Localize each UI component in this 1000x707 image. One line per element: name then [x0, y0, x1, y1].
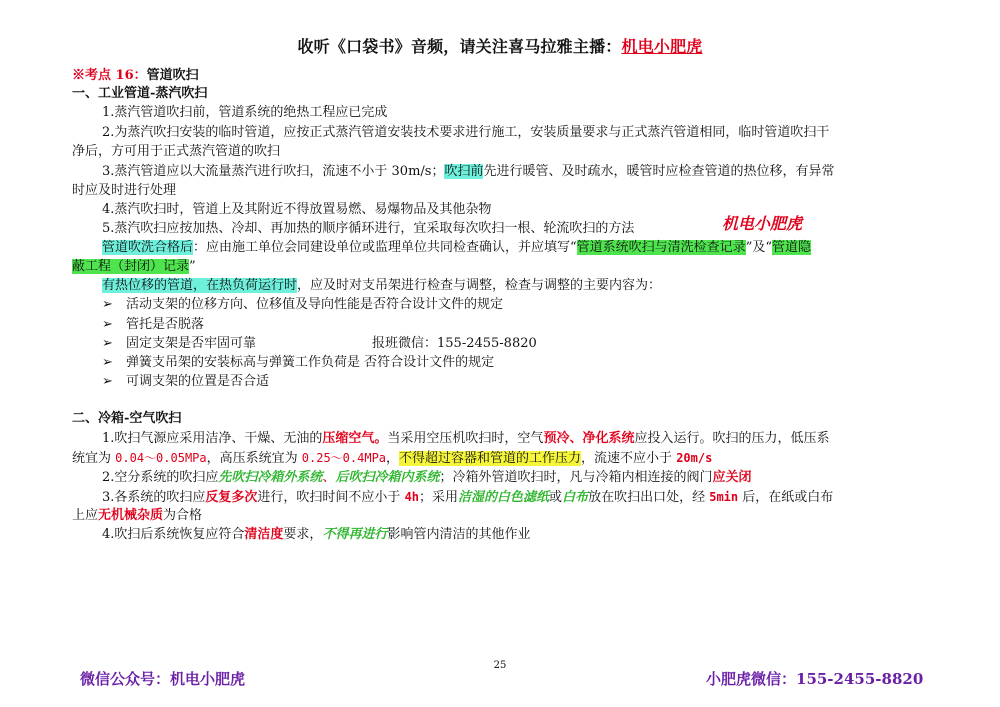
- s2-l2-red-1: 0.04～0.05MPa: [115, 451, 207, 465]
- footer-wechat-account: 微信公众号：机电小肥虎: [80, 670, 246, 688]
- s2-l4-green-1: 洁湿的白色滤纸: [458, 490, 550, 505]
- s1-p6-highlight-1: 管道吹洗合格后: [102, 240, 194, 255]
- arrow-bullet-icon: ➢: [102, 297, 113, 312]
- s1-p6-text-1: ：应由施工单位会同建设单位或监理单位共同检查确认，并应填写“: [193, 240, 577, 255]
- s2-l3-green-2: 后吹扫冷箱内系统: [335, 470, 440, 485]
- s1-paragraph-5: 5.蒸汽吹扫应按加热、冷却、再加热的顺序循环进行，宜采取每次吹扫一根、轮流吹扫的方法: [102, 221, 635, 236]
- section1-title: 一、工业管道-蒸汽吹扫: [72, 86, 208, 101]
- s2-l3-text-1: 2.空分系统的吹扫应: [102, 470, 219, 485]
- s1-paragraph-3a: [102, 162, 835, 182]
- s1-p7-text: ，应及时对支吊架进行检查与调整，检查与调整的主要内容为：: [297, 278, 662, 293]
- s2-l6-text-1: 4.吹扫后系统恢复应符合: [102, 527, 245, 542]
- s2-l2-text-2: ，高压系统宜为: [206, 451, 302, 466]
- s2-l2-text-4: ，流速不应小于: [581, 451, 677, 466]
- s1-p3-text-2: 先进行暖管、及时疏水，暖管时应检查管道的热位移，有异常: [483, 164, 835, 179]
- s1-paragraph-6a: [102, 238, 811, 258]
- s1-p7-highlight: 有热位移的管道，在热负荷运行时: [102, 278, 298, 293]
- s1-paragraph-4: 4.蒸汽吹扫时，管道上及其附近不得放置易燃、易爆物品及其他杂物: [102, 202, 492, 217]
- s2-l5-text-1: 上应: [72, 508, 99, 523]
- arrow-bullet-icon: ➢: [102, 317, 113, 332]
- s2-l4-red-2: 4h: [404, 490, 420, 504]
- s2-l5-red: 无机械杂质: [98, 508, 164, 523]
- s2-l2-text-1: 统宜为: [72, 451, 116, 466]
- s2-l4-green-2: 白布: [562, 490, 589, 505]
- list-item: [102, 295, 503, 315]
- s2-line-2: [72, 448, 712, 469]
- s2-l4-text-1: 3.各系统的吹扫应: [102, 490, 206, 505]
- s2-l3-text-3: ；冷箱外管道吹扫时，凡与冷箱内相连接的阀门: [439, 470, 713, 485]
- s2-l3-green-1: 先吹扫冷箱外系统: [218, 470, 323, 485]
- s2-l3-red: 应关闭: [712, 470, 752, 485]
- s2-l1-text-1: 1.吹扫气源应采用洁净、干燥、无油的: [102, 431, 323, 446]
- s2-l2-red-3: 20m/s: [676, 451, 713, 465]
- s2-line-5: [72, 506, 202, 526]
- s2-l4-red-1: 反复多次: [205, 490, 258, 505]
- s1-p6-text-2: ”及“: [745, 240, 772, 255]
- s2-l1-text-3: 应投入运行。吹扫的压力，低压系: [634, 431, 830, 446]
- s2-l1-text-2: 当采用空压机吹扫时，空气: [387, 431, 544, 446]
- kaodian-title: 管道吹扫: [146, 68, 199, 83]
- s2-line-6: [102, 525, 530, 545]
- s2-l4-text-4: 或: [549, 490, 563, 505]
- list-item-text: 弹簧支吊架的安装标高与弹簧工作负荷是 否符合设计文件的规定: [126, 355, 495, 370]
- s1-p6-text-3: ”: [189, 259, 196, 274]
- s2-l6-text-3: 影响管内清洁的其他作业: [387, 527, 531, 542]
- s2-l4-red-3: 5min: [709, 490, 739, 504]
- s2-l1-red-1: 压缩空气。: [322, 431, 388, 446]
- arrow-bullet-icon: ➢: [102, 336, 113, 351]
- inline-wechat-contact: 报班微信：155-2455-8820: [372, 336, 537, 351]
- page-number: 25: [493, 660, 507, 671]
- list-item-text: 固定支架是否牢固可靠: [126, 336, 257, 351]
- s1-p6-highlight-2: 管道系统吹扫与清洗检查记录: [576, 240, 746, 255]
- kaodian-mark: ※考点 16：: [72, 68, 147, 83]
- s2-l3-text-2: 、: [322, 470, 336, 485]
- list-item-text: 可调支架的位置是否合适: [126, 374, 270, 389]
- list-item: [102, 353, 494, 373]
- s1-paragraph-1: 1.蒸汽管道吹扫前，管道系统的绝热工程应已完成: [102, 105, 388, 120]
- s1-paragraph-2b: 净后，方可用于正式蒸汽管道的吹扫: [72, 144, 281, 159]
- s1-p3-text-1: 3.蒸汽管道应以大流量蒸汽进行吹扫，流速不小于 30m/s；: [102, 164, 445, 179]
- s1-p6-highlight-3b: 蔽工程（封闭）记录: [72, 259, 190, 274]
- s2-l2-text-3: ，: [386, 451, 400, 466]
- kaodian-heading: [72, 66, 199, 86]
- s2-l6-red: 清洁度: [244, 527, 284, 542]
- s2-l4-text-2: 进行，吹扫时间不应小于: [257, 490, 405, 505]
- list-item: [102, 315, 204, 335]
- header-text: 收听《口袋书》音频，请关注喜马拉雅主播：: [297, 37, 622, 56]
- header-host-link[interactable]: 机电小肥虎: [621, 37, 703, 56]
- s2-l2-red-2: 0.25～0.4MPa: [301, 451, 387, 465]
- footer-wechat-contact: 小肥虎微信：155-2455-8820: [706, 670, 924, 688]
- s2-l6-text-2: 要求，: [283, 527, 323, 542]
- list-item: [102, 372, 269, 392]
- s1-paragraph-6b: [72, 257, 196, 277]
- s2-l2-highlight: 不得超过容器和管道的工作压力: [399, 451, 582, 466]
- list-item-text: 活动支架的位移方向、位移值及导向性能是否符合设计文件的规定: [126, 297, 504, 312]
- list-item: [102, 334, 256, 354]
- s2-l4-text-5: 放在吹扫出口处，经: [588, 490, 710, 505]
- s2-l6-green: 不得再进行: [322, 527, 388, 542]
- s1-paragraph-7: [102, 276, 661, 296]
- s1-paragraph-3b: 时应及时进行处理: [72, 183, 177, 198]
- section2-title: 二、冷箱-空气吹扫: [72, 411, 182, 426]
- page-header: [0, 34, 1000, 57]
- s2-line-3: [102, 468, 751, 488]
- s1-p6-highlight-3a: 管道隐: [771, 240, 811, 255]
- s2-line-1: [102, 429, 829, 449]
- s2-l4-text-6: 后，在纸或白布: [738, 490, 834, 505]
- s2-line-4: [102, 487, 833, 508]
- arrow-bullet-icon: ➢: [102, 374, 113, 389]
- s2-l4-text-3: ；采用: [419, 490, 459, 505]
- s1-paragraph-2a: 2.为蒸汽吹扫安装的临时管道，应按正式蒸汽管道安装技术要求进行施工，安装质量要求与正式蒸汽管道相同，临时管道吹扫干: [102, 125, 830, 140]
- list-item-text: 管托是否脱落: [126, 317, 205, 332]
- arrow-bullet-icon: ➢: [102, 355, 113, 370]
- s2-l1-red-2: 预冷、净化系统: [543, 431, 635, 446]
- s1-p3-highlight: 吹扫前: [444, 164, 484, 179]
- watermark-stamp: 机电小肥虎: [722, 214, 803, 233]
- s2-l5-text-2: 为合格: [163, 508, 203, 523]
